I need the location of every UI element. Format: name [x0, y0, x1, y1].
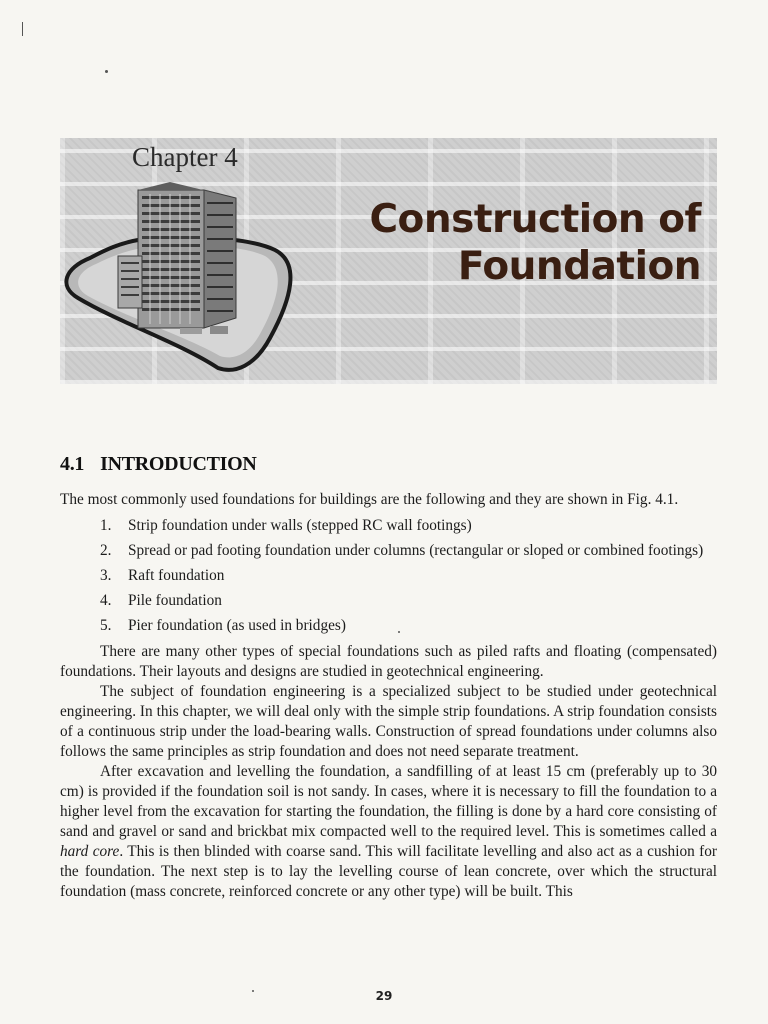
- scan-mark: [22, 22, 23, 36]
- building-illustration: [60, 138, 320, 384]
- paragraph: [60, 762, 717, 902]
- chapter-banner: [60, 138, 717, 384]
- chapter-title-line1: Construction of: [369, 197, 701, 242]
- paragraph-text: . This is then blinded with coarse sand. This will facilitate levelling and also act as a cushion for the foundation. The next step is to lay the levelling course of lean concrete, over which the structural foundation (mass concrete, reinforced concrete or any other type) will be built. This: [60, 843, 717, 900]
- list-item-text: Pile foundation: [128, 592, 222, 609]
- list-item-number: 1.: [100, 517, 112, 534]
- list-item-text: Pier foundation (as used in bridges): [128, 617, 346, 634]
- intro-paragraph: The most commonly used foundations for buildings are the following and they are shown in Fig. 4.1.: [60, 491, 679, 508]
- foundation-types-list: [60, 516, 717, 636]
- section-title: INTRODUCTION: [100, 453, 257, 475]
- list-item-number: 2.: [100, 542, 112, 559]
- page-number: 29: [375, 989, 393, 1003]
- list-item: [60, 616, 717, 636]
- section-number: 4.1: [60, 453, 85, 475]
- list-item: [60, 541, 717, 561]
- list-item-text: Raft foundation: [128, 567, 225, 584]
- paragraph: The subject of foundation engineering is a specialized subject to be studied under geotechnical engineering. In this chapter, we will deal only with the simple strip foundations. A strip foundation consists of a continuous strip under the load-bearing walls. Construction of spread foundations under columns also follows the same principles as strip foundation and does not need separate treatment.: [60, 683, 717, 760]
- list-item: [60, 591, 717, 611]
- list-item: [60, 566, 717, 586]
- list-item: [60, 516, 717, 536]
- list-item-number: 3.: [100, 567, 112, 584]
- body-text: [60, 490, 717, 902]
- list-item-number: 4.: [100, 592, 112, 609]
- section-heading: [60, 453, 257, 476]
- list-item-text: Spread or pad footing foundation under columns (rectangular or sloped or combined footings): [128, 542, 704, 559]
- scan-dot: [105, 70, 108, 73]
- list-item-number: 5.: [100, 617, 112, 634]
- emphasis-term: hard core: [60, 843, 120, 860]
- paragraph-text: After excavation and levelling the foundation, a sandfilling of at least 15 cm (preferably up to 30 cm) is provided if the foundation soil is not sandy. In cases, where it is necessary to fill the foundation to a higher level from the excavation for starting the foundation, the filling is done by a hard core consisting of sand and gravel or sand and brickbat mix compacted well to the required level. This is sometimes called a: [60, 763, 717, 840]
- chapter-title-line2: Foundation: [457, 244, 701, 289]
- chapter-label: Chapter 4: [132, 142, 238, 172]
- chapter-title: [369, 196, 701, 290]
- paragraph: There are many other types of special foundations such as piled rafts and floating (compensated) foundations. Their layouts and designs are studied in geotechnical engineering.: [60, 643, 717, 680]
- list-item-text: Strip foundation under walls (stepped RC wall footings): [128, 517, 472, 534]
